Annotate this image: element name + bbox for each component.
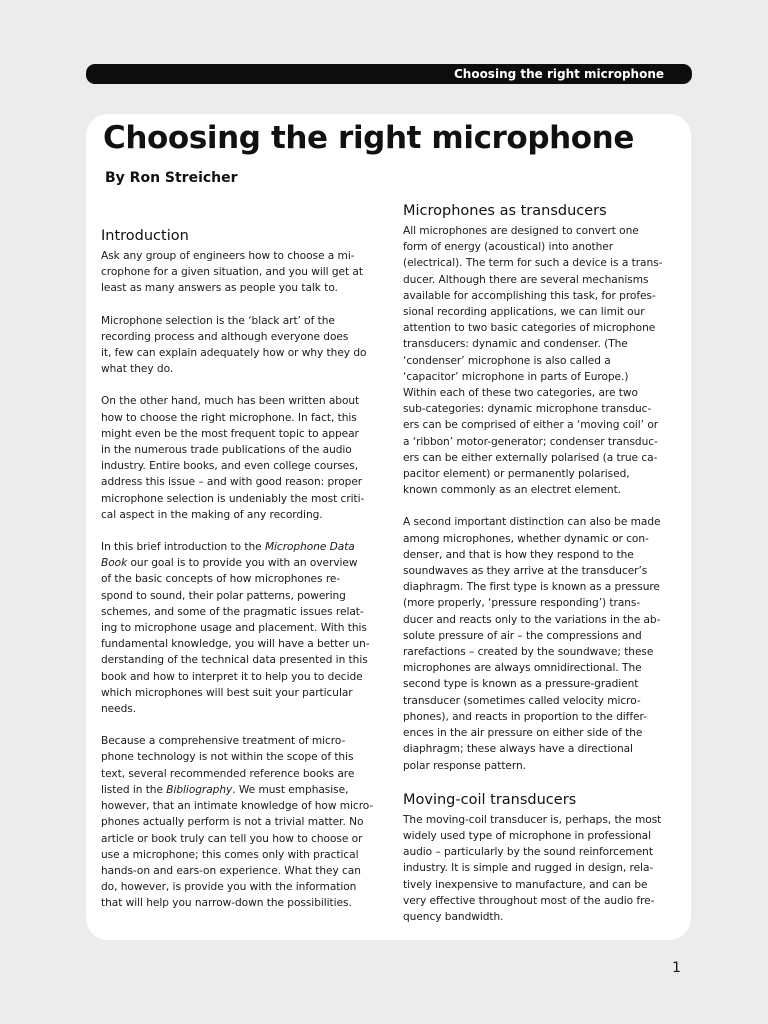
text-line: which microphones will best suit your particular [101, 686, 353, 699]
text-line: industry. Entire books, and even college courses, [101, 460, 359, 473]
text-line: microphone selection is undeniably the most criti- [101, 492, 365, 505]
article-title: Choosing the right microphone [103, 120, 634, 156]
text-line: (electrical). The term for such a device is a trans- [403, 257, 663, 270]
text-line: spond to sound, their polar patterns, powering [101, 589, 346, 602]
paragraph [101, 248, 377, 297]
text-line: ducer and reacts only to the variations in the ab- [403, 613, 661, 626]
paragraph [101, 313, 377, 378]
page-number: 1 [672, 960, 681, 976]
paragraph [101, 393, 377, 523]
text-line: cal aspect in the making of any recording. [101, 508, 323, 521]
text-line [101, 782, 377, 798]
text-line: in the numerous trade publications of the audio [101, 444, 352, 457]
text-line: might even be the most frequent topic to appear [101, 427, 359, 440]
text-line: what they do. [101, 363, 174, 376]
article-byline: By Ron Streicher [105, 170, 238, 186]
text-line: Ask any group of engineers how to choose a mi- [101, 250, 355, 262]
book-title-italic: Microphone Data [264, 541, 355, 554]
text-line: book and how to interpret it to help you to decide [101, 670, 363, 683]
text-line: microphones are always omnidirectional. The [403, 662, 642, 675]
text-line: denser, and that is how they respond to the [403, 548, 634, 561]
text-run: In this brief introduction to the [101, 541, 265, 554]
text-line: it, few can explain adequately how or why they do [101, 347, 367, 360]
text-line: ing to microphone usage and placement. With this [101, 622, 367, 635]
text-line: attention to two basic categories of microphone [403, 322, 656, 335]
right-column [403, 201, 671, 941]
text-line: ‘condenser’ microphone is also called a [403, 354, 611, 367]
paragraph [101, 539, 377, 717]
text-line: available for accomplishing this task, for profes- [403, 289, 656, 302]
text-line: use a microphone; this comes only with practical [101, 848, 359, 861]
running-header-title: Choosing the right microphone [453, 67, 664, 81]
bibliography-italic: Bibliography [166, 783, 233, 796]
paragraph [403, 514, 671, 773]
text-line: widely used type of microphone in professional [403, 829, 652, 842]
text-line: industry. It is simple and rugged in design, rela- [403, 862, 654, 875]
text-line: however, that an intimate knowledge of how micro- [101, 800, 374, 813]
text-line: form of energy (acoustical) into another [403, 241, 614, 254]
text-line: among microphones, whether dynamic or con- [403, 532, 649, 545]
text-line: rarefactions – created by the soundwave; these [403, 646, 654, 659]
text-line: quency bandwidth. [403, 910, 504, 923]
text-line: needs. [101, 703, 137, 716]
text-line: soundwaves as they arrive at the transducer’s [403, 565, 648, 578]
text-line: sional recording applications, we can limit our [403, 306, 645, 319]
text-line: schemes, and some of the pragmatic issues relat- [101, 605, 364, 618]
running-header-bar [86, 64, 692, 84]
text-line: ers can be either externally polarised (a true ca- [403, 451, 658, 464]
text-line: that will help you narrow-down the possibilities. [101, 897, 352, 910]
section-heading-transducers: Microphones as transducers [403, 203, 607, 219]
text-line: transducers: dynamic and condenser. (The [403, 338, 628, 351]
text-line: ducer. Although there are several mechanisms [403, 273, 649, 286]
section-heading-moving-coil: Moving-coil transducers [403, 791, 577, 808]
text-line: phone technology is not within the scope of this [101, 751, 354, 764]
text-line: text, several recommended reference books are [101, 767, 355, 780]
text-run: listed in the [101, 783, 167, 796]
text-line: ences in the air pressure on either side of the [403, 727, 643, 740]
book-title-italic: Book [101, 557, 128, 570]
paragraph [403, 812, 671, 925]
text-line: second type is known as a pressure-gradient [403, 678, 639, 691]
text-line: sub-categories: dynamic microphone transduc- [403, 403, 652, 416]
text-line: (more properly, ‘pressure responding’) trans- [403, 597, 641, 610]
text-line: a ‘ribbon’ motor-generator; condenser transduc- [403, 435, 658, 448]
text-line: tively inexpensive to manufacture, and can be [403, 878, 648, 891]
text-line: diaphragm. The first type is known as a pressure [403, 581, 660, 594]
text-line: crophone for a given situation, and you will get at [101, 266, 363, 279]
text-line: Microphone selection is the ‘black art’ of the [101, 314, 335, 327]
text-line: phones), and reacts in proportion to the differ- [403, 710, 647, 723]
text-line: address this issue – and with good reason: proper [101, 476, 363, 489]
text-line: Because a comprehensive treatment of micro- [101, 735, 346, 748]
text-line: how to choose the right microphone. In fact, this [101, 411, 357, 424]
text-line: article or book truly can tell you how to choose or [101, 832, 363, 845]
text-line: derstanding of the technical data presented in this [101, 654, 368, 667]
text-run: . We must emphasise, [232, 783, 349, 796]
text-line: transducer (sometimes called velocity micro- [403, 694, 641, 707]
text-line: known commonly as an electret element. [403, 484, 622, 497]
text-line: A second important distinction can also be made [403, 516, 661, 529]
text-line [101, 539, 377, 555]
text-line: diaphragm; these always have a directional [403, 743, 633, 756]
text-run: our goal is to provide you with an overview [127, 557, 358, 570]
text-line: fundamental knowledge, you will have a better un- [101, 638, 370, 651]
paragraph [403, 223, 671, 498]
text-line: do, however, is provide you with the information [101, 881, 357, 894]
text-line: The moving-coil transducer is, perhaps, the most [403, 813, 662, 826]
text-line: recording process and although everyone does [101, 330, 349, 343]
text-line: least as many answers as people you talk to. [101, 282, 338, 295]
text-line: solute pressure of air – the compressions and [403, 629, 642, 642]
left-column [101, 226, 377, 928]
text-line: of the basic concepts of how microphones re- [101, 573, 341, 586]
text-line: ers can be comprised of either a ‘moving coil’ or [403, 419, 659, 432]
text-line: hands-on and ears-on experience. What they can [101, 864, 361, 877]
text-line: On the other hand, much has been written about [101, 395, 360, 408]
text-line: ‘capacitor’ microphone in parts of Europe.) [403, 370, 629, 383]
text-line: audio – particularly by the sound reinforcement [403, 846, 653, 859]
text-line: polar response pattern. [403, 759, 526, 772]
text-line: phones actually perform is not a trivial matter. No [101, 816, 364, 829]
text-line [101, 555, 377, 571]
text-line: very effective throughout most of the audio fre- [403, 894, 655, 907]
section-heading-introduction: Introduction [101, 228, 189, 244]
text-line: Within each of these two categories, are two [403, 387, 638, 400]
text-line: pacitor element) or permanently polarised, [403, 468, 630, 481]
paragraph [101, 733, 377, 911]
text-line: All microphones are designed to convert one [403, 225, 639, 237]
